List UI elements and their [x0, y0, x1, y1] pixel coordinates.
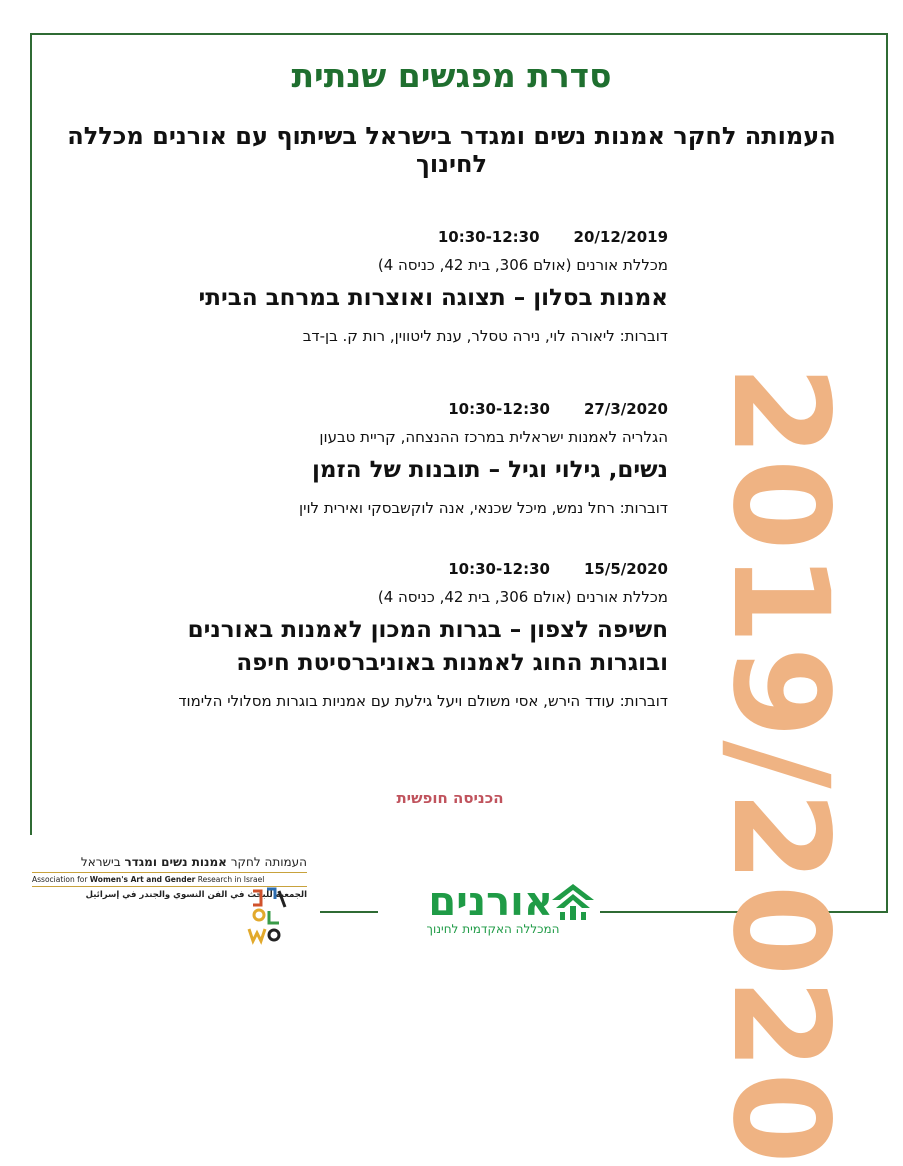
association-english-prefix: Association for — [32, 875, 88, 884]
oranim-tagline: המכללה האקדמית לחינוך — [426, 922, 560, 936]
event-title: חשיפה לצפון – בגרות המכון לאמנות באורנים ובוגרות החוג לאמנות באוניברסיטת חיפה — [187, 617, 668, 676]
event-speakers: דוברות: עודד הירש, אסי משולם ויעל גילעת עם אמניות בוגרות מסלולי הלימוד — [178, 692, 668, 710]
event-2 — [108, 400, 668, 517]
event-venue: הגלריה לאמנות ישראלית במרכז ההנצחה, קריית טבעון — [319, 428, 668, 446]
event-time: 10:30-12:30 — [448, 400, 550, 418]
event-date: 27/3/2020 — [583, 400, 668, 418]
association-hebrew-bold: אמנות נשים ומגדר — [124, 855, 227, 869]
wag-logo-icon — [245, 885, 290, 945]
event-time: 10:30-12:30 — [448, 560, 550, 578]
event-date: 20/12/2019 — [573, 228, 668, 246]
event-1 — [108, 228, 668, 345]
event-venue: מכללת אורנים (אולם 306, בית 42, כניסה 4) — [377, 588, 668, 606]
event-title: אמנות בסלון – תצוגה ואוצרות במרחב הביתי — [198, 285, 668, 311]
oranim-college-logo — [378, 880, 600, 940]
event-title: נשים, גילוי וגיל – תובנות של הזמן — [312, 457, 668, 483]
association-name-arabic: الجمعية للبحث في الفن النسوي والجندر في إسرائيل — [85, 890, 307, 900]
poster-title: סדרת מפגשים שנתית — [291, 56, 612, 95]
event-speakers: דוברות: רחל נמש, מיכל שכנאי, אנה לוקשבסקי ואירית לוין — [299, 499, 668, 517]
association-hebrew-prefix: העמותה לחקר — [230, 855, 307, 869]
free-entry-note: הכניסה חופשית — [396, 789, 504, 807]
event-datetime — [108, 400, 668, 418]
tree-icon — [550, 882, 596, 922]
association-hebrew-suffix: בישראל — [80, 855, 121, 869]
association-name-hebrew — [32, 855, 307, 869]
event-datetime — [108, 228, 668, 246]
association-english-bold: Women's Art and Gender — [89, 875, 196, 884]
event-time: 10:30-12:30 — [437, 228, 540, 246]
event-speakers: דוברות: ליאורה לוי, נירה טסלר, ענת ליטווין, רות ק. בן-דב — [302, 327, 668, 345]
event-3 — [108, 560, 668, 710]
association-english-suffix: Research in Israel — [197, 875, 265, 884]
poster-subtitle: העמותה לחקר אמנות נשים ומגדר בישראל בשיתוף עם אורנים מכללה לחינוך — [67, 122, 836, 178]
oranim-name: אורנים — [428, 879, 553, 925]
event-date: 15/5/2020 — [583, 560, 668, 578]
event-venue: מכללת אורנים (אולם 306, בית 42, כניסה 4) — [377, 256, 668, 274]
season-year: 2019/2020 — [703, 365, 857, 1166]
event-datetime — [108, 560, 668, 578]
